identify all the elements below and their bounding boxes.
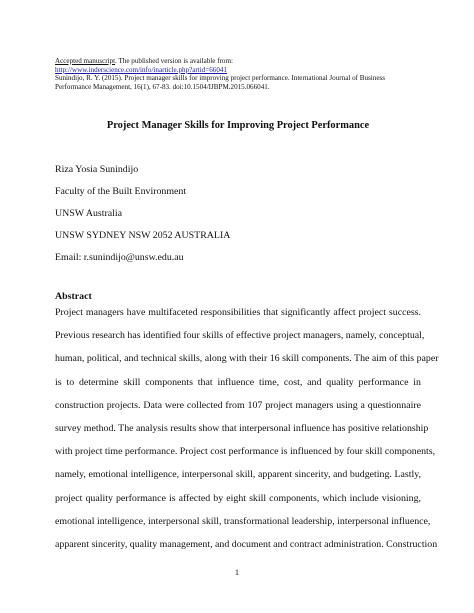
page-number: 1 [234,568,240,577]
abstract-line: with project time performance. Project cost performance is influenced by four skill components, [55,446,436,458]
accepted-manuscript-line [55,57,435,66]
author-name: Riza Yosia Sunindijo [55,164,139,175]
abstract-line: emotional intelligence, interpersonal skill, transformational leadership, interpersonal influence, [55,515,431,527]
abstract-line: project quality performance is affected by eight skill components, which include visioning, [55,492,421,504]
abstract-line: survey method. The analysis results show that interpersonal influence has positive relationship [55,422,429,434]
abstract-line: construction projects. Data were collected from 107 project managers using a questionnaire [55,399,421,411]
author-faculty: Faculty of the Built Environment [55,186,187,197]
abstract-line: Previous research has identified four skills of effective project managers, namely, conceptual, [55,330,425,342]
abstract-line: namely, emotional intelligence, interpersonal skill, apparent sincerity, and budgeting. Lastly, [55,469,421,481]
citation-line-2: Performance Management, 16(1), 67-83. doi:10.1504/IJBPM.2015.066041. [55,82,270,91]
abstract-line: apparent sincerity, quality management, and document and contract administration. Construction [55,538,438,550]
publication-note [55,57,435,91]
abstract-body [55,307,439,562]
abstract-line: human, political, and technical skills, along with their 16 skill components. The aim of this paper [55,353,439,365]
author-university: UNSW Australia [55,208,123,219]
abstract-line: Project managers have multifaceted responsibilities that significantly affect project success. [55,307,421,318]
published-version-link[interactable]: http://www.inderscience.com/info/inarticle.php?artid=66041 [55,65,227,74]
author-address: UNSW SYDNEY NSW 2052 AUSTRALIA [55,230,231,241]
author-email: Email: r.sunindijo@unsw.edu.au [55,252,184,263]
paper-title: Project Manager Skills for Improving Project Performance [106,120,370,131]
accepted-manuscript-label: Accepted manuscript [55,57,116,65]
citation-line-1: Sunindijo, R. Y. (2015). Project manager skills for improving project performance. International Journal of Business [55,74,385,83]
abstract-heading: Abstract [55,291,92,302]
published-version-text: . The published version is available from: [115,57,233,65]
abstract-line: is to determine skill components that influence time, cost, and quality performance in [55,376,421,388]
